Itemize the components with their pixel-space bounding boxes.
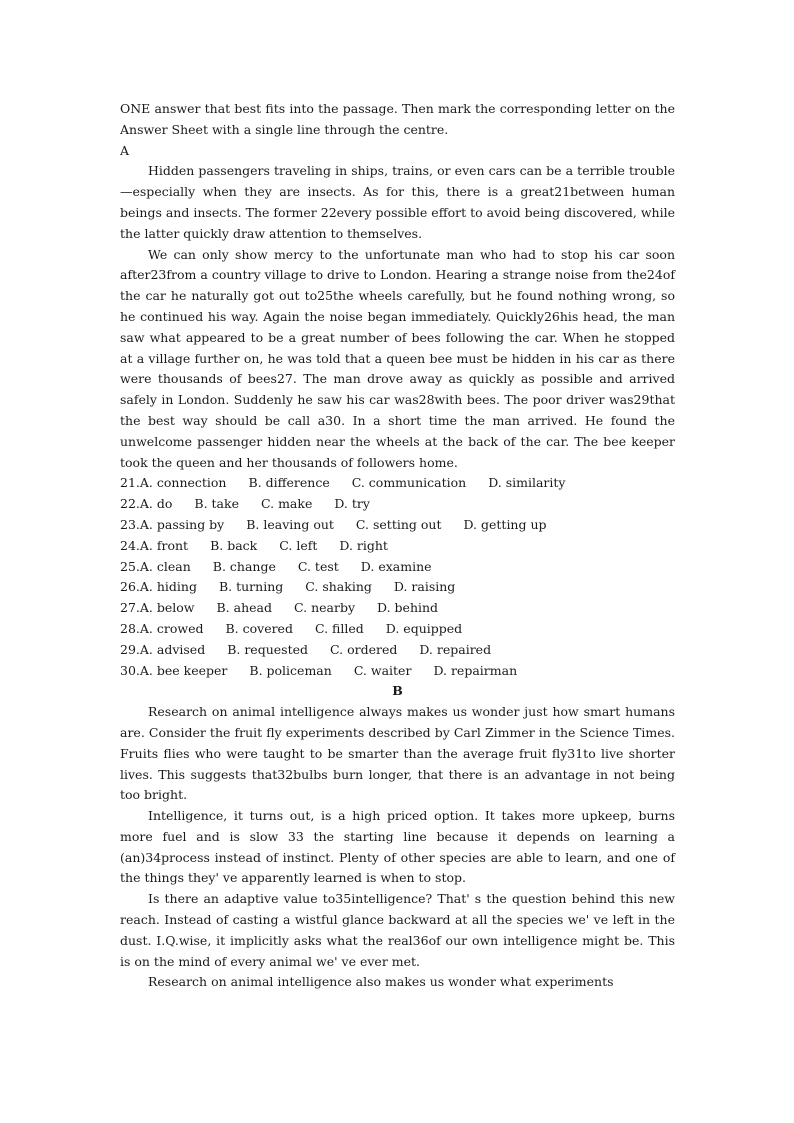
option-a: A. below [139,600,195,616]
option-a: A. connection [139,475,227,491]
option-d: D. try [334,496,370,512]
question-item [120,598,675,619]
question-number: 27. [120,600,140,616]
question-number: 24. [120,537,140,553]
option-d: D. getting up [463,516,547,532]
option-c: C. setting out [355,516,442,532]
option-b: B. change [212,558,276,574]
option-c: C. filled [314,620,364,636]
question-item [120,640,675,661]
document-page [120,99,675,993]
option-d: D. repairman [433,662,518,678]
option-b: B. back [210,537,258,553]
option-c: C. test [297,558,339,574]
option-c: C. communication [351,475,467,491]
option-c: C. nearby [294,600,356,616]
option-c: C. shaking [305,579,372,595]
option-d: D. raising [393,579,456,595]
question-number: 25. [120,558,140,574]
option-b: B. difference [248,475,330,491]
question-item [120,661,675,682]
instructions-text: ONE answer that best fits into the passage. Then mark the corresponding letter on the Answer Sheet with a single line through the centre. [120,101,675,137]
option-a: A. passing by [139,516,225,532]
question-number: 29. [120,641,140,657]
question-item [120,494,675,515]
option-d: D. right [339,537,388,553]
question-item [120,557,675,578]
option-a: A. bee keeper [139,662,228,678]
option-a: A. hiding [139,579,197,595]
option-a: A. advised [139,641,206,657]
option-c: C. make [261,496,313,512]
passage-b-paragraph: Research on animal intelligence always makes us wonder just how smart humans are. Consider the fruit fly experiments described by Carl Zimmer in the Science Times. Fruits flies who were taught to be smarter than the average fruit fly31to live shorter lives. This suggests that32bulbs burn longer, that there is an advantage in not being too bright. [120,704,675,803]
question-item [120,577,675,598]
option-b: B. policeman [249,662,332,678]
option-b: B. leaving out [246,516,334,532]
option-d: D. repaired [419,641,492,657]
option-b: B. ahead [216,600,272,616]
section-a-label: A [120,142,130,158]
passage-b-paragraph: Intelligence, it turns out, is a high priced option. It takes more upkeep, burns more fuel and is slow 33 the starting line because it depends on learning a (an)34process instead of instinct. Plenty of other species are able to learn, and one of the things they' ve apparently learned is when to stop. [120,808,675,886]
option-d: D. examine [360,558,432,574]
option-d: D. behind [377,600,439,616]
option-c: C. waiter [353,662,412,678]
passage-b-paragraph: Research on animal intelligence also makes us wonder what experiments [148,974,614,990]
question-number: 22. [120,496,140,512]
passage-b-paragraph: Is there an adaptive value to35intelligence? That' s the question behind this new reach. Instead of casting a wistful glance backward at all the species we' ve left in the dust. I.Q.wise, it implicitly asks what the real36of our own intelligence might be. This is on the mind of every animal we' ve ever met. [120,891,675,969]
option-c: C. ordered [330,641,398,657]
question-number: 28. [120,620,140,636]
question-number: 26. [120,579,140,595]
option-a: A. crowed [139,620,204,636]
option-d: D. similarity [488,475,566,491]
option-b: B. take [194,496,239,512]
option-c: C. left [279,537,318,553]
question-item [120,619,675,640]
question-number: 30. [120,662,140,678]
question-item [120,536,675,557]
option-a: A. front [139,537,189,553]
passage-a-paragraph: Hidden passengers traveling in ships, trains, or even cars can be a terrible trouble—especially when they are insects. As for this, there is a great21between human beings and insects. The former 22every possible effort to avoid being discovered, while the latter quickly draw attention to themselves. [120,163,675,241]
question-number: 23. [120,516,140,532]
option-d: D. equipped [385,620,463,636]
question-number: 21. [120,475,140,491]
option-b: B. turning [218,579,284,595]
option-a: A. do [139,496,173,512]
question-list [120,473,675,681]
option-a: A. clean [139,558,191,574]
option-b: B. covered [225,620,293,636]
section-b-label: B [392,683,403,699]
passage-a-paragraph: We can only show mercy to the unfortunate man who had to stop his car soon after23from a country village to drive to London. Hearing a strange noise from the24of the car he naturally got out to25the wheels carefully, but he found nothing wrong, so he continued his way. Again the noise began immediately. Quickly26his head, the man saw what appeared to be a great number of bees following the car. When he stopped at a village further on, he was told that a queen bee must be hidden in his car as there were thousands of bees27. The man drove away as quickly as possible and arrived safely in London. Suddenly he saw his car was28with bees. The poor driver was29that the best way should be call a30. In a short time the man arrived. He found the unwelcome passenger hidden near the wheels at the back of the car. The bee keeper took the queen and her thousands of followers home. [120,246,675,470]
option-b: B. requested [227,641,308,657]
question-item [120,473,675,494]
question-item [120,515,675,536]
